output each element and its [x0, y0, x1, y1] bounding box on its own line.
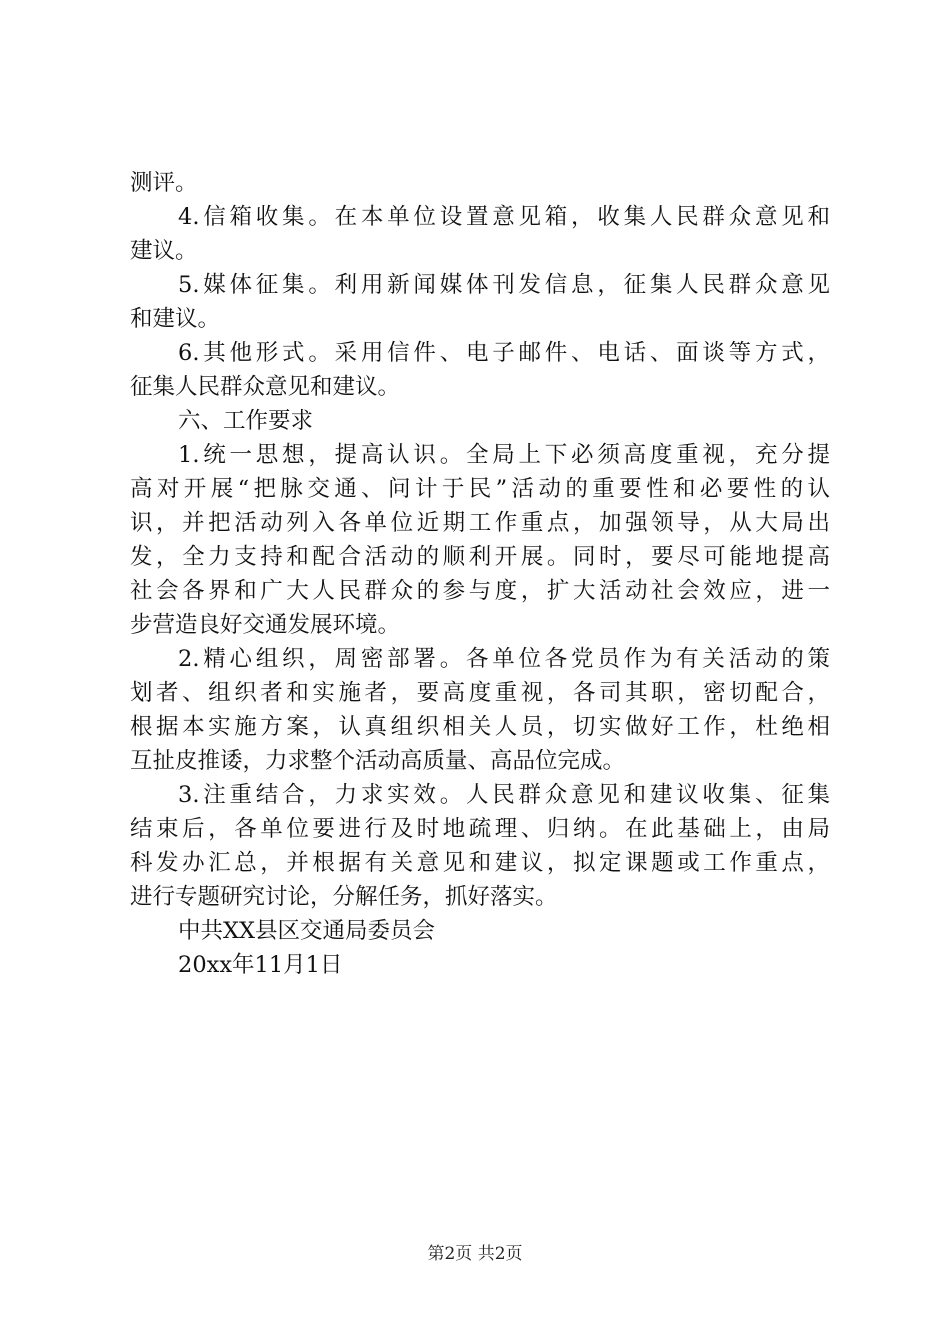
- text-line: 4.信箱收集。在本单位设置意见箱，收集人民群众意见和: [178, 204, 830, 230]
- text-line: 发，全力支持和配合活动的顺利开展。同时，要尽可能地提高: [130, 544, 830, 570]
- text-line: 识，并把活动列入各单位近期工作重点，加强领导，从大局出: [130, 510, 830, 536]
- text-line: 测评。: [130, 170, 198, 196]
- signature-date: 20xx年11月1日: [178, 952, 343, 978]
- text-line: 5.媒体征集。利用新闻媒体刊发信息，征集人民群众意见: [178, 272, 830, 298]
- document-body: [130, 166, 830, 982]
- text-line: 步营造良好交通发展环境。: [130, 612, 401, 638]
- text-line: 结束后，各单位要进行及时地疏理、归纳。在此基础上，由局: [130, 816, 830, 842]
- text-line: 征集人民群众意见和建议。: [130, 374, 401, 400]
- text-line: 和建议。: [130, 306, 221, 332]
- text-line: 2.精心组织，周密部署。各单位各党员作为有关活动的策: [178, 646, 830, 672]
- signature-organization: 中共XX县区交通局委员会: [178, 918, 436, 944]
- text-line: 科发办汇总，并根据有关意见和建议，拟定课题或工作重点，: [130, 850, 830, 876]
- section-heading: 六、工作要求: [178, 408, 314, 434]
- text-line: 进行专题研究讨论，分解任务，抓好落实。: [130, 884, 558, 910]
- text-line: 6.其他形式。采用信件、电子邮件、电话、面谈等方式，: [178, 340, 830, 366]
- text-line: 社会各界和广大人民群众的参与度，扩大活动社会效应，进一: [130, 578, 830, 604]
- text-line: 互扯皮推诿，力求整个活动高质量、高品位完成。: [130, 748, 626, 774]
- text-line: 1.统一思想，提高认识。全局上下必须高度重视，充分提: [178, 442, 830, 468]
- text-line: 根据本实施方案，认真组织相关人员，切实做好工作，杜绝相: [130, 714, 830, 740]
- text-line: 建议。: [130, 238, 198, 264]
- text-line: 划者、组织者和实施者，要高度重视，各司其职，密切配合，: [130, 680, 830, 706]
- page-number: 第2页 共2页: [427, 1244, 523, 1264]
- text-line: 高对开展“把脉交通、问计于民”活动的重要性和必要性的认: [130, 476, 830, 502]
- page-footer: [0, 1242, 950, 1266]
- text-line: 3.注重结合，力求实效。人民群众意见和建议收集、征集: [178, 782, 830, 808]
